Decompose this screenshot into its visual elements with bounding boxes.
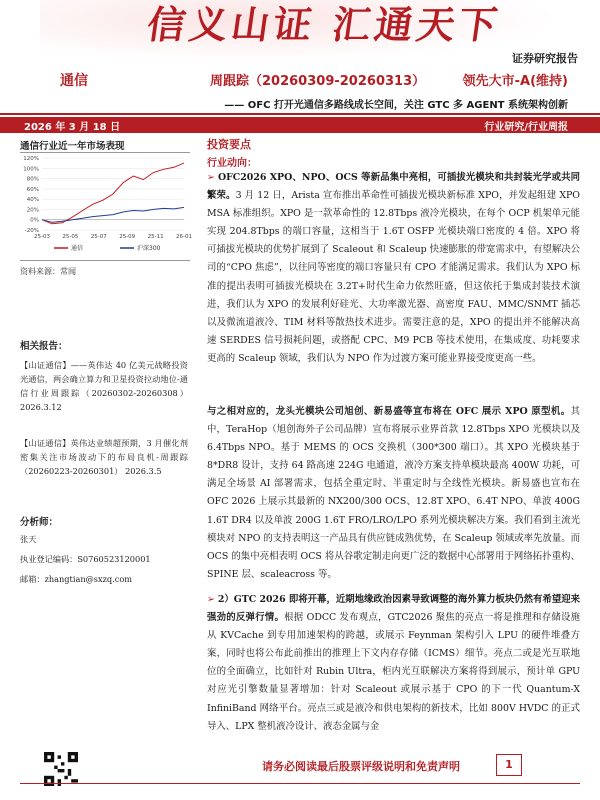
related-title: 相关报告： [20, 341, 68, 352]
y-tick-label: 20% [26, 207, 39, 214]
sidebar [0, 136, 190, 800]
report-subtitle: —— OFC 打开光通信多路线成长空间，关注 GTC 多 AGENT 系统架构创新 [224, 100, 568, 111]
footer-line [20, 783, 580, 784]
y-tick-label: 80% [26, 176, 39, 183]
report-title: 周跟踪（20260309-20260313） [210, 74, 426, 89]
analyst-title: 分析师： [20, 517, 59, 528]
y-tick-label: 100% [23, 166, 39, 173]
analyst-email[interactable]: 邮箱：zhangtian@sxzq.com [20, 574, 133, 584]
paragraph-1 [207, 169, 580, 368]
market-performance-chart [14, 154, 190, 258]
x-tick-label: 25-11 [147, 234, 164, 240]
x-tick-label: 26-01 [176, 234, 192, 240]
y-tick-label: 0% [30, 217, 39, 224]
header-banner [0, 0, 600, 68]
chart-divider [20, 152, 190, 153]
industry-trend-heading: 行业动向： [207, 158, 257, 169]
bullet-arrow-icon: ➢ [207, 594, 215, 605]
x-tick-label: 25-05 [62, 234, 79, 240]
analyst-license: 执业登记编码：S0760523120001 [20, 554, 151, 564]
paragraph-1-lead: OFC2026 XPO、NPO、OCS 等新品集中亮相，可插拔光模块和共封装光学或共同繁荣。 [207, 172, 580, 202]
key-points-heading: 投资要点 [207, 138, 251, 151]
paragraph-3-body: 根据 ODCC 发布观点，GTC2026 聚焦的亮点一将是推理和存储设施从 KVCache 到专用加速架构的跨越，或展示 Feynman 架构引入 LPU 的硬件堆叠方案，同时也将公布此前推出的推理上下文内存存储（ICMS）细节。亮点二或是光互联地位的全面确立，比如针对 Rubin Ultra，柜内光互联解决方案将得到展示，预计单 GPU 对应光引擎数量显著增加：针对 Scaleout 或展示基于 CPO 的下一代 Quantum-X InfiniBand 网络平台。亮点三或是液冷和供电架构的新技术，比如 800V HVDC 的正式导入、LPX 整机液冷设计、液态金属与金 [207, 612, 580, 732]
y-tick-label: 60% [26, 186, 39, 193]
related-report-2[interactable]: 【山证通信】英伟达业绩超预期，3 月催化剂密集关注市场波动下的布局良机-周跟踪（20260223-20260301） 2026.3.5 [20, 438, 188, 476]
y-tick-label: -20% [24, 228, 39, 234]
report-category: 证券研究报告 [512, 52, 578, 65]
analyst-name: 张天 [20, 534, 37, 544]
divider-line [0, 113, 600, 115]
chart-source: 资料来源：常闻 [20, 267, 76, 276]
legend-label: 通信 [71, 245, 84, 252]
y-tick-label: 40% [26, 197, 39, 204]
x-tick-label: 25-09 [119, 234, 136, 240]
chart-title: 通信行业近一年市场表现 [20, 141, 125, 152]
paragraph-2-lead: 与之相对应的，龙头光模块公司旭创、新易盛等宣布将在 OFC 展示 XPO 原型机。 [207, 406, 571, 417]
x-tick-label: 25-07 [90, 234, 107, 240]
related-report-1[interactable]: 【山证通信】——英伟达 40 亿美元战略投资光通信，两会确立算力和卫星投资拉动地位-通信行业周跟踪（20260302-20260308） 2026.3.12 [20, 360, 188, 412]
x-tick-label: 25-03 [34, 234, 50, 240]
paragraph-3 [207, 591, 580, 736]
paragraph-2-body: 其中，TeraHop（旭创海外子公司品牌）宣布将展示业界首款 12.8Tbps XPO 光模块以及 6.4Tbps NPO。基于 MEMS 的 OCS 交换机（300*300 端口）。其 XPO 光模块基于 8*DR8 设计，支持 64 路高速 224G 电通道，液冷方案支持单模块最高 400W 功耗，可满足全场景 AI 部署需求，包括全重定时、半重定时与全线性光模块。新易盛也宣布在 OFC 2026 上展示其最新的 NX200/300 OCS、12.8T XPO、6.4T NPO、单波 400G 1.6T DR4 以及单波 200G 1.6T FRO/LRO/LPO 系列光模块解决方案。我们看到主流光模块对 NPO 的支持表明这一产品具有供应链成熟优势，在 Scaleup 领域或率先放量。而 OCS 的集中亮相表明 OCS 将从谷歌定制走向更广泛的数据中心部署用于网络拓扑重构、SPINE 层、scaleacross 等。 [207, 406, 580, 580]
document-type: 行业研究/行业周报 [484, 122, 568, 133]
report-date: 2026 年 3 月 18 日 [24, 122, 121, 133]
disclaimer-note: 请务必阅读最后股票评级说明和免责声明 [262, 760, 460, 773]
page-number: 1 [496, 754, 522, 776]
paragraph-2 [207, 403, 580, 584]
chart-bottom-divider [20, 260, 190, 261]
date-bar [0, 117, 600, 133]
qr-code-icon [44, 752, 78, 786]
title-row [0, 70, 600, 92]
y-tick-label: 120% [23, 156, 39, 162]
legend-label: 沪深300 [137, 245, 161, 252]
paragraph-1-body: 3 月 12 日，Arista 宣布推出革命性可插拔光模块新标准 XPO，并发起组建 XPO MSA 标准组织。XPO 是一款革命性的 12.8Tbps 液冷光模块，在每个 OCP 机架单元能实现 204.8Tbps 的端口容量，这相当于 1.6T OSFP 光模块端口密度的 4 倍。XPO 将可插拔光模块的优势扩展到了 Scaleout 和 Scaleup 快速膨胀的带宽需求中，有望解决公司的“CPO 焦虑”，以往同等密度的端口容量只有 CPO 才能满足需求。我们认为 XPO 标准的提出表明可插拔光模块在 3.2T+时代生命力依然旺盛，但这依托于集成封装技术演进，我们认为 XPO 的发展利好硅光、大功率激光器、高密度 FAU、MMC/SNMT 插芯以及微流道液冷、TIM 材料等散热技术进步。需要注意的是，XPO 的提出并不能解决高速 SERDES 信号损耗问题，或搭配 CPC、M9 PCB 等技术使用，在集成度、功耗要求更高的 Scaleup 领域，我们认为 NPO 作为过渡方案可能业界接受度更高一些。 [207, 190, 580, 364]
industry-name: 通信 [60, 73, 88, 89]
bullet-arrow-icon: ➢ [207, 172, 215, 183]
rating: 领先大市-A(维持) [462, 74, 568, 89]
paragraph-3-lead: 2）GTC 2026 即将开幕，近期地缘政治因素导致调整的海外算力板块仍然有希望迎来强劲的反弹行情。 [207, 594, 580, 624]
brand-slogan: 信义山证 汇通天下 [144, 3, 504, 47]
